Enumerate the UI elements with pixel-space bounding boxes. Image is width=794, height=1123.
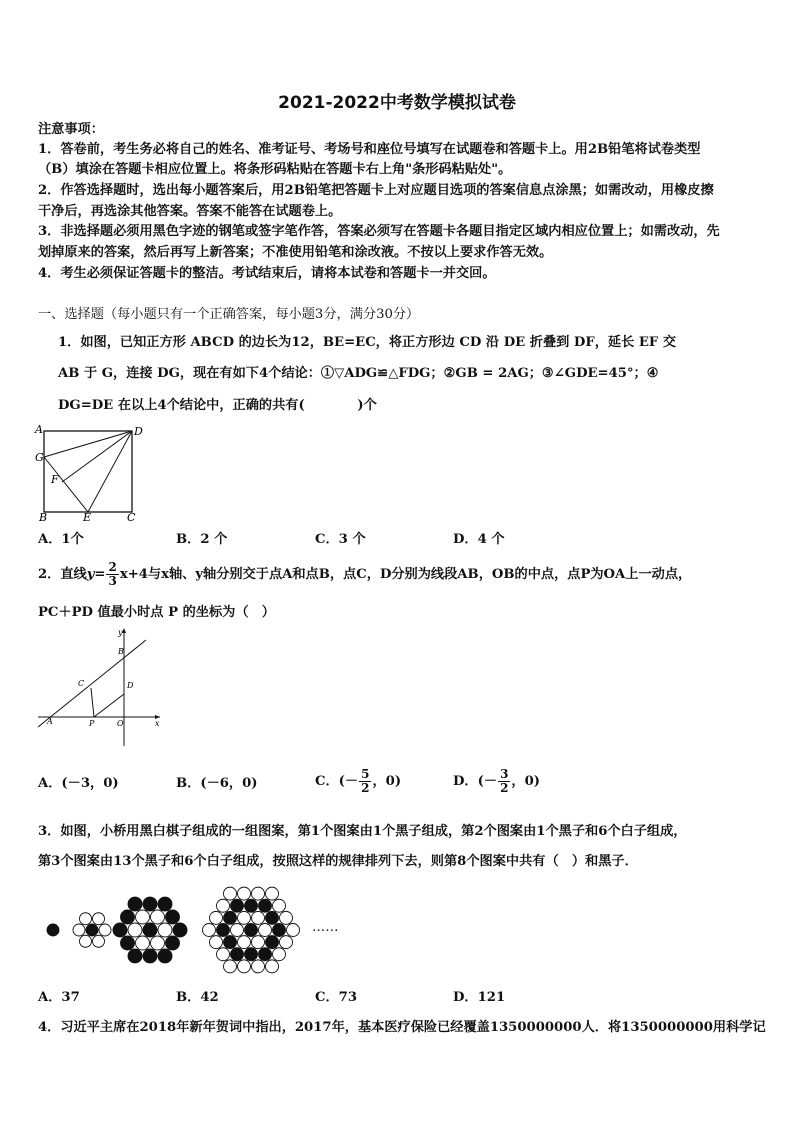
black-chess-piece: [259, 948, 272, 961]
q1-text-line3: DG=DE 在以上4个结论中，正确的共有( )个: [58, 398, 377, 413]
black-chess-piece: [128, 949, 142, 963]
white-chess-piece: [151, 910, 165, 924]
black-chess-piece: [121, 910, 135, 924]
black-chess-piece: [47, 924, 59, 936]
white-chess-piece: [280, 911, 293, 924]
q2-option-b: B．(－6，0): [176, 776, 258, 791]
segment-pd: [94, 694, 124, 717]
q1-option-d: D．4 个: [453, 532, 505, 547]
black-chess-piece: [245, 899, 258, 912]
q3-ellipsis: ……: [312, 920, 339, 935]
q2-rest: x+4与x轴、y轴分别交于点A和点B，点C，D分别为线段AB，OB的中点，点P为OA上一动点，: [119, 567, 692, 582]
q1-square-figure: [34, 422, 144, 522]
q1-option-a: A．1个: [38, 532, 84, 547]
black-chess-piece: [273, 924, 286, 937]
black-chess-piece: [166, 936, 180, 950]
q3-text-line2: 第3个图案由13个黑子和6个白子组成，按照这样的规律排列下去，则第8个图案中共有（ ）和黑子．: [38, 854, 638, 869]
q2-fraction: $\frac{2}{3}$: [108, 560, 117, 588]
white-chess-piece: [210, 936, 223, 949]
white-chess-piece: [252, 936, 265, 949]
white-chess-piece: [238, 960, 251, 973]
black-chess-piece: [166, 910, 180, 924]
label-c: C: [78, 679, 85, 688]
section-heading: 一、选择题（每小题只有一个正确答案，每小题3分，满分30分）: [38, 307, 420, 322]
label-a: A: [35, 423, 43, 436]
q2-coordinate-figure: [34, 624, 164, 750]
q1-text-line1: 1．如图，已知正方形 ABCD 的边长为12，BE=EC，将正方形边 CD 沿 DE 折叠到 DF，延长 EF 交: [58, 335, 677, 350]
black-chess-piece: [224, 911, 237, 924]
black-chess-piece: [143, 949, 157, 963]
black-chess-piece: [121, 936, 135, 950]
black-chess-piece: [259, 899, 272, 912]
label-d: D: [134, 425, 143, 438]
white-chess-piece: [273, 899, 286, 912]
notice-line: 4．考生必须保证答题卡的整洁。考试结束后，请将本试卷和答题卡一并交回。: [38, 266, 496, 281]
q3-text-line1: 3．如图，小桥用黑白棋子组成的一组图案，第1个图案由1个黑子组成，第2个图案由1个黑子和6个白子组成，: [38, 824, 687, 839]
white-chess-piece: [128, 923, 142, 937]
label-p: P: [89, 719, 95, 728]
white-chess-piece: [210, 911, 223, 924]
label-g: G: [35, 451, 44, 464]
white-chess-piece: [158, 923, 172, 937]
q2-option-a: A．(－3，0): [38, 776, 119, 791]
black-chess-piece: [245, 924, 258, 937]
square-abcd: [44, 431, 132, 512]
segment-pc: [91, 688, 94, 717]
black-chess-piece: [143, 897, 157, 911]
notice-line: 2．作答选择题时，选出每小题答案后，用2B铅笔把答题卡上对应题目选项的答案信息点涂黑；如需改动，用橡皮擦: [38, 183, 714, 198]
q4-text-line1: 4．习近平主席在2018年新年贺词中指出，2017年，基本医疗保险已经覆盖1350000000人．将1350000000用科学记: [38, 1020, 766, 1035]
q2-option-d: D．(－ $\frac{3}{2}$ ，0): [453, 767, 541, 795]
white-chess-piece: [151, 936, 165, 950]
notice-line: （B）填涂在答题卡相应位置上。将条形码粘贴在答题卡右上角"条形码粘贴处"。: [38, 162, 512, 177]
black-chess-piece: [128, 897, 142, 911]
pattern-3: [113, 897, 187, 963]
segment-dg: [44, 431, 132, 457]
black-chess-piece: [224, 936, 237, 949]
white-chess-piece: [273, 948, 286, 961]
black-chess-piece: [158, 897, 172, 911]
label-o: O: [117, 719, 124, 728]
white-chess-piece: [80, 935, 92, 947]
q3-chess-pattern-figure: [40, 880, 350, 980]
pattern-2: [73, 913, 111, 948]
white-chess-piece: [231, 924, 244, 937]
label-b: B: [118, 647, 124, 656]
label-a: A: [47, 717, 53, 726]
q3-option-b: B．42: [176, 990, 219, 1005]
black-chess-piece: [231, 948, 244, 961]
q2-text-line2: PC＋PD 值最小时点 P 的坐标为（ ）: [38, 605, 275, 620]
notice-line: 干净后，再选涂其他答案。答案不能答在试题卷上。: [38, 204, 342, 219]
white-chess-piece: [224, 960, 237, 973]
white-chess-piece: [252, 887, 265, 900]
white-chess-piece: [266, 960, 279, 973]
black-chess-piece: [113, 923, 127, 937]
pattern-4: [203, 887, 300, 973]
black-chess-piece: [266, 911, 279, 924]
white-chess-piece: [259, 924, 272, 937]
white-chess-piece: [99, 924, 111, 936]
q2-option-c: C．(－ $\frac{5}{2}$ ，0): [315, 767, 402, 795]
white-chess-piece: [252, 960, 265, 973]
q2-prefix: 2．直线: [38, 567, 87, 582]
label-y: y: [118, 628, 123, 637]
white-chess-piece: [252, 911, 265, 924]
q2-eq-y: y=: [86, 567, 106, 582]
label-b: B: [39, 511, 48, 522]
white-chess-piece: [217, 899, 230, 912]
white-chess-piece: [238, 887, 251, 900]
white-chess-piece: [280, 936, 293, 949]
q3-option-a: A．37: [38, 990, 80, 1005]
label-d: D: [127, 681, 134, 690]
white-chess-piece: [93, 913, 105, 925]
segment-df: [62, 431, 132, 482]
white-chess-piece: [136, 910, 150, 924]
label-f: F: [51, 473, 59, 486]
white-chess-piece: [73, 924, 85, 936]
black-chess-piece: [173, 923, 187, 937]
white-chess-piece: [136, 936, 150, 950]
white-chess-piece: [238, 911, 251, 924]
white-chess-piece: [238, 936, 251, 949]
notice-line: 划掉原来的答案，然后再写上新答案；不准使用铅笔和涂改液。不按以上要求作答无效。: [38, 245, 553, 260]
black-chess-piece: [86, 924, 98, 936]
white-chess-piece: [287, 924, 300, 937]
white-chess-piece: [217, 948, 230, 961]
page-title: 2021-2022中考数学模拟试卷: [278, 93, 516, 113]
label-c: C: [127, 511, 136, 522]
black-chess-piece: [158, 949, 172, 963]
black-chess-piece: [143, 923, 157, 937]
white-chess-piece: [203, 924, 216, 937]
q1-option-c: C．3 个: [315, 532, 366, 547]
q1-option-b: B．2 个: [176, 532, 228, 547]
black-chess-piece: [245, 948, 258, 961]
notice-line: 3．非选择题必须用黑色字迹的钢笔或签字笔作答，答案必须写在答题卡各题目指定区域内相应位置上；如需改动，先: [38, 224, 720, 239]
label-x: x: [155, 719, 160, 728]
black-chess-piece: [266, 936, 279, 949]
notice-heading: 注意事项：: [38, 122, 104, 137]
white-chess-piece: [224, 887, 237, 900]
white-chess-piece: [80, 913, 92, 925]
q1-text-line2: AB 于 G，连接 DG，现在有如下4个结论：①▽ADG≌△FDG；②GB = 2AG；③∠GDE=45°；④: [58, 366, 659, 381]
pattern-1: [47, 924, 59, 936]
segment-de: [88, 431, 132, 512]
q3-option-c: C．73: [315, 990, 358, 1005]
white-chess-piece: [266, 887, 279, 900]
q2-text-line1: [38, 558, 691, 592]
black-chess-piece: [231, 899, 244, 912]
label-e: E: [83, 511, 92, 522]
black-chess-piece: [217, 924, 230, 937]
white-chess-piece: [93, 935, 105, 947]
notice-line: 1．答卷前，考生务必将自己的姓名、准考证号、考场号和座位号填写在试题卷和答题卡上。用2B铅笔将试卷类型: [38, 142, 701, 157]
q3-option-d: D．121: [453, 990, 506, 1005]
